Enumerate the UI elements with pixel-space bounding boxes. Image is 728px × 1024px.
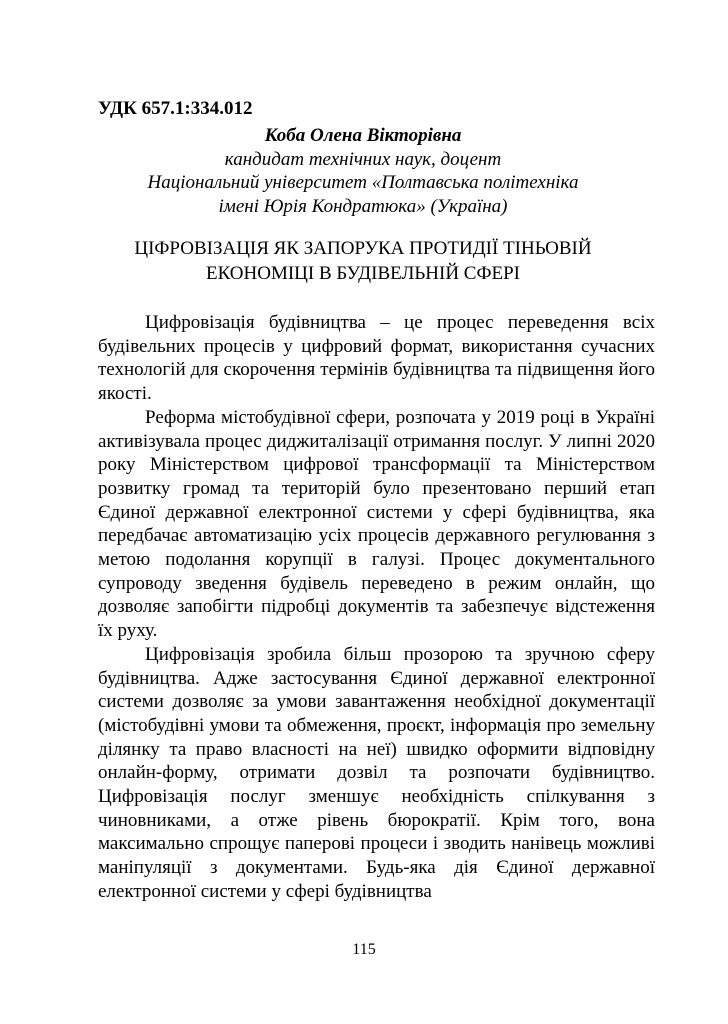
author-name: Коба Олена Вікторівна bbox=[264, 125, 462, 146]
body-paragraph-2: Реформа містобудівної сфери, розпочата у 2019 році в Україні активізувала процес диджиталізації отримання послуг. У липні 2020 року Міністерством цифрової трансформації та Міністерством розвитку громад та територій було презентовано перший етап Єдиної державної електронної системи у сфері будівництва, яка передбачає автоматизацію усіх процесів державного регулювання з метою подолання корупції в галузі. Процес документального супроводу зведення будівель переведено в режим онлайн, що дозволяє запобігти підробці документів та забезпечує відстеження їх руху. bbox=[98, 406, 655, 642]
paper-title-line2: ЕКОНОМІЦІ В БУДІВЕЛЬНІЙ СФЕРІ bbox=[205, 263, 520, 284]
author-affiliation-line2: імені Юрія Кондратюка» (Україна) bbox=[218, 195, 508, 217]
page-number: 115 bbox=[352, 941, 376, 958]
author-affiliation-line1: Національний університет «Полтавська політехніка bbox=[147, 172, 579, 193]
body-text bbox=[98, 311, 655, 904]
paper-title bbox=[98, 236, 628, 286]
paper-title-line1: ЦІФРОВІЗАЦІЯ ЯК ЗАПОРУКА ПРОТИДІЇ ТІНЬОВІЙ bbox=[134, 238, 592, 259]
author-block bbox=[98, 124, 628, 218]
udk-code: УДК 657.1:334.012 bbox=[98, 98, 253, 119]
body-paragraph-1: Цифровізація будівництва – це процес переведення всіх будівельних процесів у цифровий формат, використання сучасних технологій для скорочення термінів будівництва та підвищення його якості. bbox=[98, 312, 655, 405]
author-degree: кандидат технічних наук, доцент bbox=[224, 148, 502, 170]
body-paragraph-3: Цифровізація зробила більш прозорою та зручною сферу будівництва. Адже застосування Єдиної державної електронної системи дозволяє за умови завантаження необхідної документації (містобудівні умови та обмеження, проєкт, інформація про земельну ділянку та право власності на неї) швидко оформити відповідну онлайн-форму, отримати дозвіл та розпочати будівництво. Цифровізація послуг зменшує необхідність спілкування з чиновниками, а отже рівень бюрократії. Крім того, вона максимально спрощує паперові процеси і зводить нанівець можливі маніпуляції з документами. Будь-яка дія Єдиної державної електронної системи у сфері будівництва bbox=[98, 643, 655, 902]
